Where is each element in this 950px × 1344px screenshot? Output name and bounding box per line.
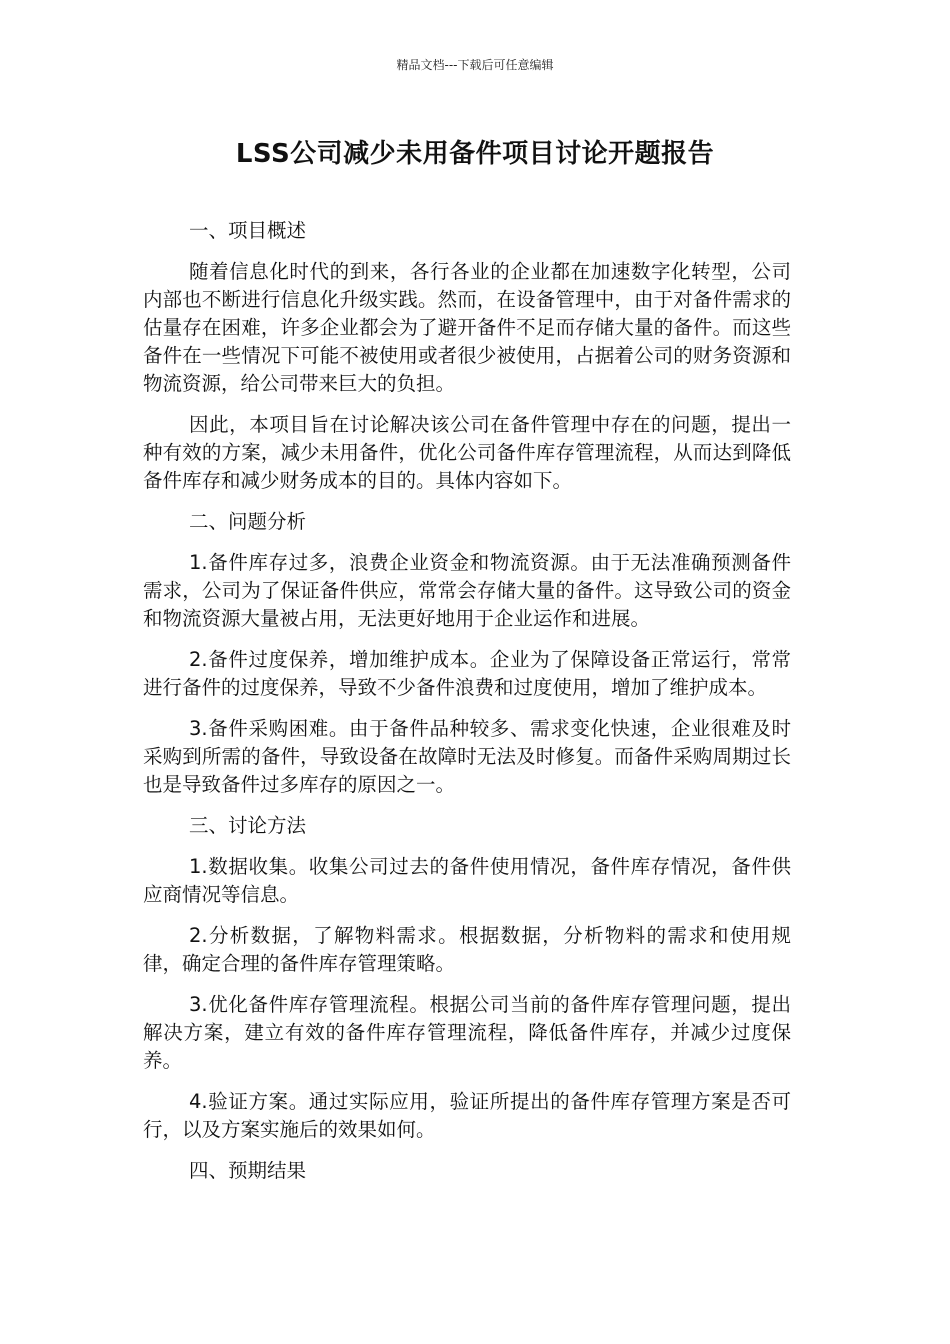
body-paragraph: 2.分析数据，了解物料需求。根据数据，分析物料的需求和使用规律，确定合理的备件库存管理策略。 bbox=[143, 924, 791, 975]
body-paragraph: 2.备件过度保养，增加维护成本。企业为了保障设备正常运行，常常进行备件的过度保养，导致不少备件浪费和过度使用，增加了维护成本。 bbox=[143, 648, 791, 699]
section-heading: 二、问题分析 bbox=[189, 510, 307, 533]
section-heading: 一、项目概述 bbox=[189, 219, 307, 242]
body-paragraph: 因此，本项目旨在讨论解决该公司在备件管理中存在的问题，提出一种有效的方案，减少未用备件，优化公司备件库存管理流程，从而达到降低备件库存和减少财务成本的目的。具体内容如下。 bbox=[143, 413, 791, 492]
page-header: 精品文档---下载后可任意编辑 bbox=[396, 58, 554, 72]
document-body bbox=[143, 217, 791, 1198]
body-paragraph: 1.数据收集。收集公司过去的备件使用情况，备件库存情况，备件供应商情况等信息。 bbox=[143, 855, 791, 906]
section-heading: 四、预期结果 bbox=[189, 1159, 307, 1182]
section-heading: 三、讨论方法 bbox=[189, 814, 307, 837]
body-paragraph: 4.验证方案。通过实际应用，验证所提出的备件库存管理方案是否可行，以及方案实施后的效果如何。 bbox=[143, 1090, 791, 1141]
body-paragraph: 3.优化备件库存管理流程。根据公司当前的备件库存管理问题，提出解决方案，建立有效的备件库存管理流程，降低备件库存，并减少过度保养。 bbox=[143, 993, 791, 1072]
body-paragraph: 1.备件库存过多，浪费企业资金和物流资源。由于无法准确预测备件需求，公司为了保证备件供应，常常会存储大量的备件。这导致公司的资金和物流资源大量被占用，无法更好地用于企业运作和进展。 bbox=[143, 551, 791, 630]
document-title: LSS公司减少未用备件项目讨论开题报告 bbox=[235, 139, 715, 169]
body-paragraph: 随着信息化时代的到来，各行各业的企业都在加速数字化转型，公司内部也不断进行信息化升级实践。然而，在设备管理中，由于对备件需求的估量存在困难，许多企业都会为了避开备件不足而存储大量的备件。而这些备件在一些情况下可能不被使用或者很少被使用，占据着公司的财务资源和物流资源，给公司带来巨大的负担。 bbox=[143, 260, 791, 395]
body-paragraph: 3.备件采购困难。由于备件品种较多、需求变化快速，企业很难及时采购到所需的备件，导致设备在故障时无法及时修复。而备件采购周期过长也是导致备件过多库存的原因之一。 bbox=[143, 717, 791, 796]
